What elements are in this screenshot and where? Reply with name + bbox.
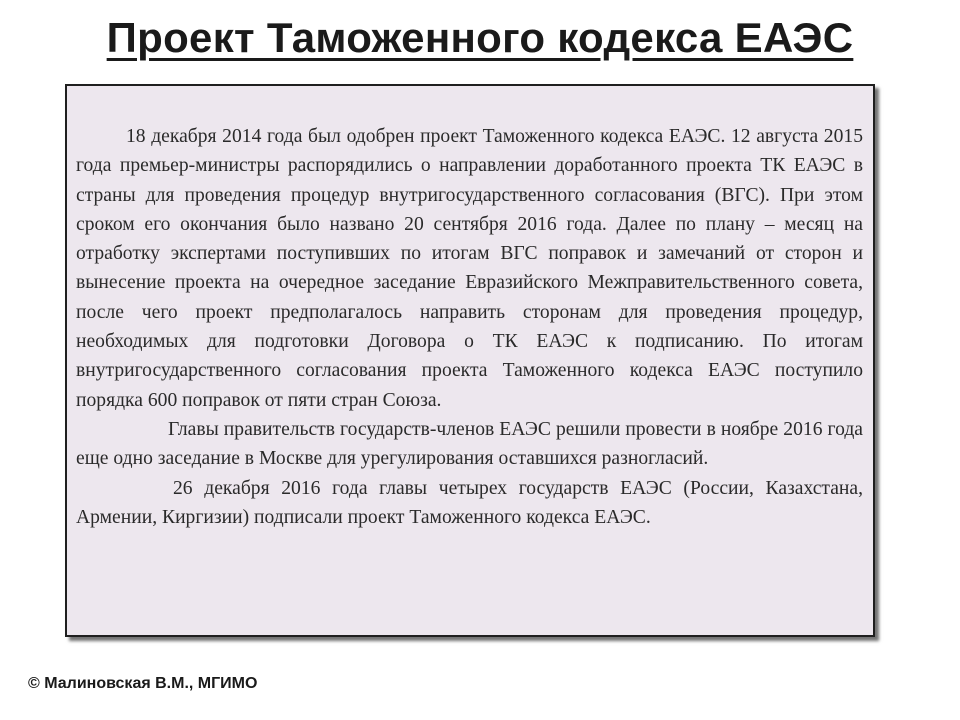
- paragraph-3: 26 декабря 2016 года главы четырех государств ЕАЭС (России, Казахстана, Армении, Киргизии) подписали проект Таможенного кодекса ЕАЭС.: [76, 477, 863, 528]
- copyright-footer: © Малиновская В.М., МГИМО: [28, 675, 258, 692]
- text-box: [65, 84, 875, 637]
- slide-title: Проект Таможенного кодекса ЕАЭС: [106, 14, 854, 61]
- paragraph-2: Главы правительств государств-членов ЕАЭС решили провести в ноябре 2016 года еще одно заседание в Москве для урегулирования оставшихся разногласий.: [76, 418, 863, 470]
- paragraph-1: 18 декабря 2014 года был одобрен проект Таможенного кодекса ЕАЭС. 12 августа 2015 года премьер-министры распорядились о направлении доработанного проекта ТК ЕАЭС в страны для проведения процедур внутригосударственного согласования (ВГС). При этом сроком его окончания было названо 20 сентября 2016 года. Далее по плану – месяц на отработку экспертами поступивших по итогам ВГС поправок и замечаний от сторон и вынесение проекта на очередное заседание Евразийского Межправительственного совета, после чего проект предполагалось направить сторонам для проведения процедур, необходимых для подготовки Договора о ТК ЕАЭС к подписанию. По итогам внутригосударственного согласования проекта Таможенного кодекса ЕАЭС поступило порядка 600 поправок от пяти стран Союза.: [76, 126, 863, 411]
